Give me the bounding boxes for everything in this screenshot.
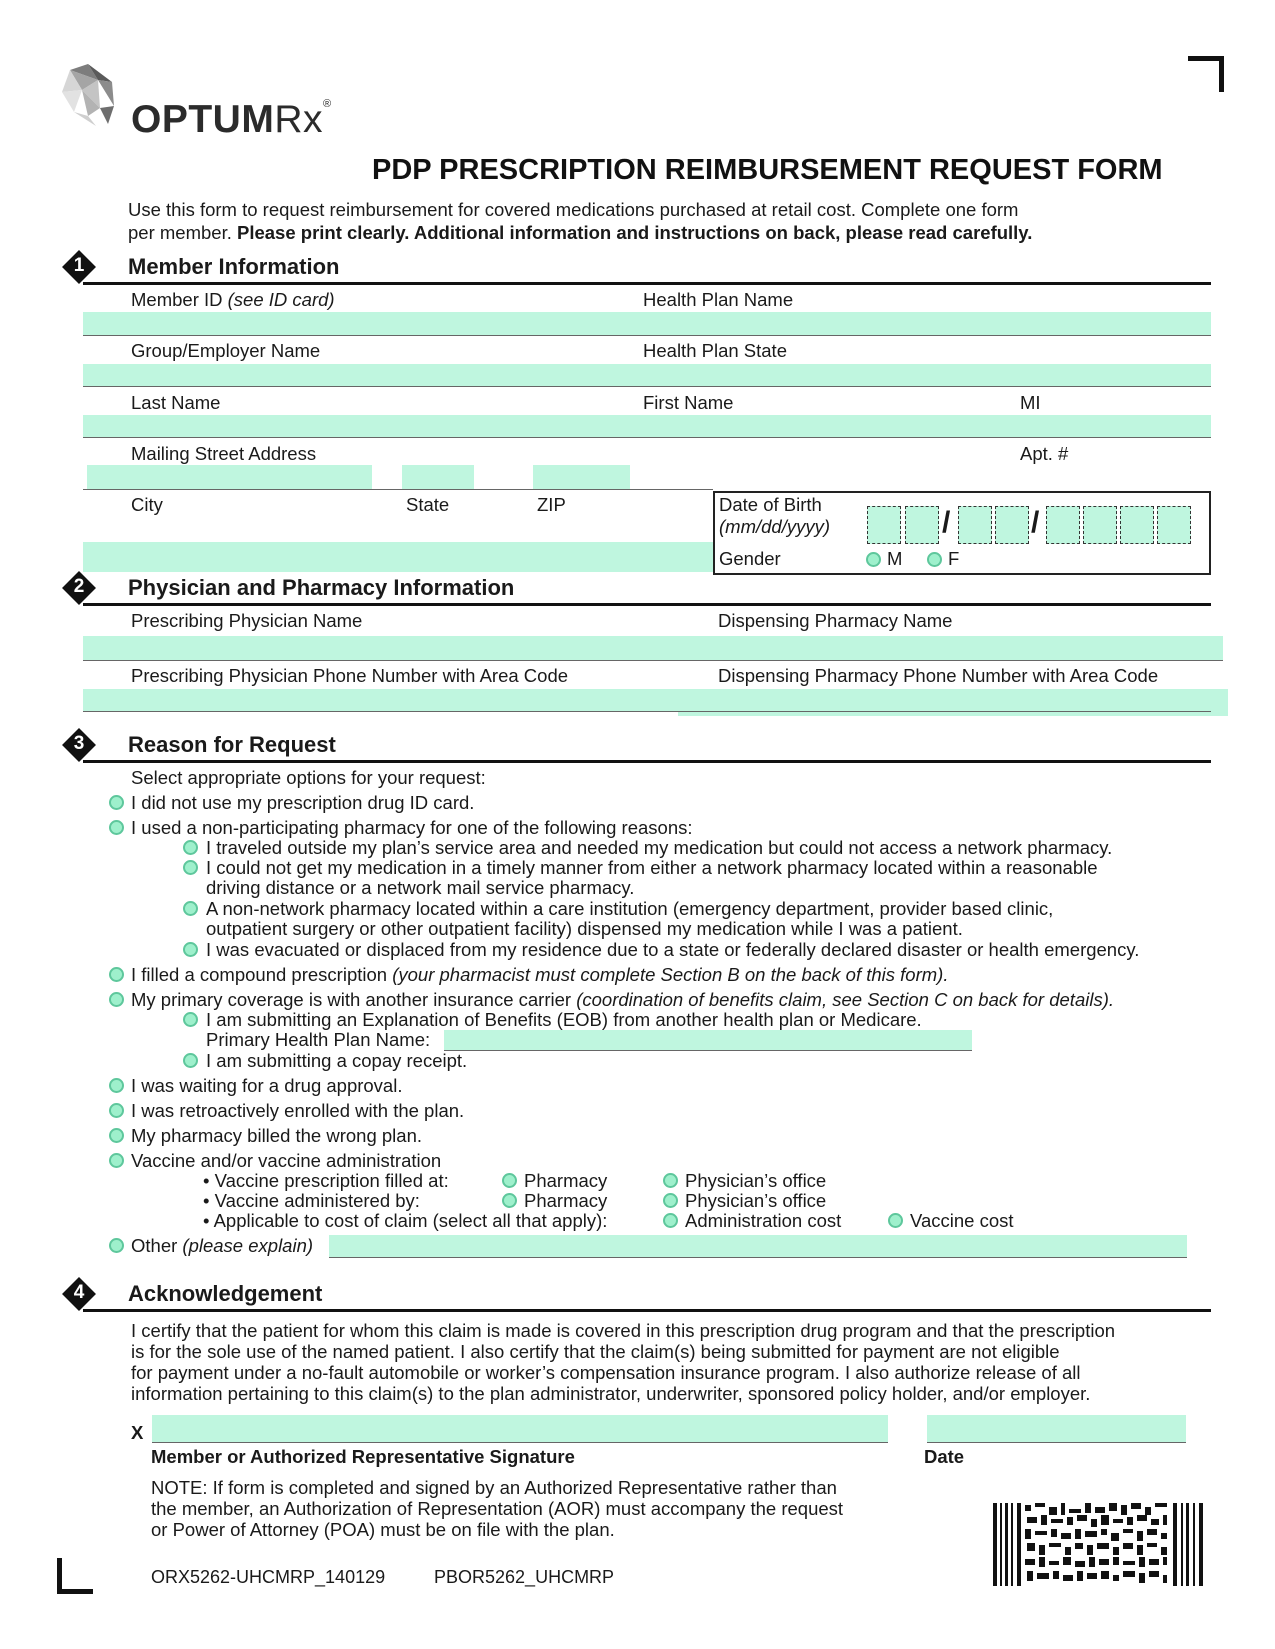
pharmacy-name-label: Dispensing Pharmacy Name xyxy=(718,610,953,631)
vac-admin-cost-radio[interactable] xyxy=(663,1213,678,1228)
signature-label: Member or Authorized Representative Signature xyxy=(151,1446,575,1467)
section-2-title: Physician and Pharmacy Information xyxy=(128,575,515,600)
date-field[interactable] xyxy=(927,1415,1186,1443)
optum-logo-icon xyxy=(60,62,124,130)
sub-traveled-radio[interactable] xyxy=(183,840,198,855)
dob-format-label: (mm/dd/yyyy) xyxy=(719,516,830,537)
section-3-rule xyxy=(83,760,1211,763)
apt-field[interactable] xyxy=(533,465,630,489)
member-id-field[interactable] xyxy=(83,312,1211,335)
dob-day-digit-2[interactable] xyxy=(995,506,1029,544)
opt-compound-text: I filled a compound prescription xyxy=(131,964,393,985)
sub-evacuated-label: I was evacuated or displaced from my residence due to a state or federally declared disaster or health emergency. xyxy=(206,939,1140,960)
section-4-badge xyxy=(61,1276,97,1312)
last-name-label: Last Name xyxy=(131,392,221,413)
section-4-rule xyxy=(83,1309,1211,1312)
state-label: State xyxy=(406,494,450,515)
section-3-title: Reason for Request xyxy=(128,732,336,757)
section-1-number: 1 xyxy=(73,255,85,276)
intro-text xyxy=(128,198,1158,244)
opt-non-participating-label: I used a non-participating pharmacy for one of the following reasons: xyxy=(131,817,693,838)
signature-field[interactable] xyxy=(152,1415,888,1443)
dob-year-digit-3[interactable] xyxy=(1120,506,1154,544)
ack-line-1: I certify that the patient for whom this claim is made is covered in this prescription drug program and that the prescription xyxy=(131,1320,1116,1341)
opt-other-text: Other xyxy=(131,1235,183,1256)
date-label: Date xyxy=(924,1446,965,1467)
opt-compound-note: (your pharmacist must complete Section B on the back of this form). xyxy=(392,964,949,985)
opt-non-participating-radio[interactable] xyxy=(109,820,124,835)
logo-brand: OPTUM xyxy=(131,98,275,141)
sub-eob-radio[interactable] xyxy=(183,1012,198,1027)
opt-retro-radio[interactable] xyxy=(109,1103,124,1118)
vac-filled-label: • Vaccine prescription filled at: xyxy=(203,1170,449,1191)
section-1-title: Member Information xyxy=(128,254,340,279)
opt-retro-label: I was retroactively enrolled with the plan. xyxy=(131,1100,465,1121)
group-employer-field[interactable] xyxy=(83,364,1211,386)
intro-line-2 xyxy=(128,221,1158,244)
opt-primary-text: My primary coverage is with another insurance carrier xyxy=(131,989,577,1010)
gender-m-radio[interactable] xyxy=(866,552,881,567)
vac-admin-physician-radio[interactable] xyxy=(663,1193,678,1208)
section-3-badge xyxy=(61,727,97,763)
ack-line-4: information pertaining to this claim(s) to the plan administrator, underwriter, sponsored policy holder, and/or employer. xyxy=(131,1383,1091,1404)
note-line-3: or Power of Attorney (POA) must be on file with the plan. xyxy=(151,1519,615,1540)
opt-wrong-plan-radio[interactable] xyxy=(109,1128,124,1143)
sub-timely-label-2: driving distance or a network mail service pharmacy. xyxy=(206,877,635,898)
footer-code-1: ORX5262-UHCMRP_140129 xyxy=(151,1567,386,1587)
ack-line-3: for payment under a no-fault automobile or worker’s compensation insurance program. I also authorize release of all xyxy=(131,1362,1081,1383)
section-2-rule xyxy=(83,603,1211,606)
sub-timely-radio[interactable] xyxy=(183,860,198,875)
name-field[interactable] xyxy=(83,415,1211,437)
note-line-1: NOTE: If form is completed and signed by an Authorized Representative rather than xyxy=(151,1477,837,1498)
first-name-label: First Name xyxy=(643,392,734,413)
optum-rx-logo xyxy=(131,98,332,142)
reason-instruction: Select appropriate options for your request: xyxy=(131,767,486,788)
gender-f-label: F xyxy=(948,548,960,569)
sub-copay-label: I am submitting a copay receipt. xyxy=(206,1050,468,1071)
section-4-number: 4 xyxy=(73,1282,85,1303)
member-id-label xyxy=(131,289,335,311)
registration-mark-bottom-left xyxy=(57,1558,93,1594)
sub-primary-plan-label: Primary Health Plan Name: xyxy=(206,1029,431,1050)
health-plan-name-label: Health Plan Name xyxy=(643,289,794,310)
note-line-2: the member, an Authorization of Representation (AOR) must accompany the request xyxy=(151,1498,844,1519)
physician-phone-label: Prescribing Physician Phone Number with Area Code xyxy=(131,665,569,686)
dob-label: Date of Birth xyxy=(719,494,822,515)
mi-label: MI xyxy=(1020,392,1041,413)
member-id-label-text: Member ID xyxy=(131,289,223,310)
address-field-2[interactable] xyxy=(402,465,474,489)
opt-no-card-radio[interactable] xyxy=(109,795,124,810)
vac-cost-label: • Applicable to cost of claim (select all that apply): xyxy=(203,1210,608,1231)
vac-filled-physician-radio[interactable] xyxy=(663,1173,678,1188)
gender-f-radio[interactable] xyxy=(927,552,942,567)
sub-institution-radio[interactable] xyxy=(183,901,198,916)
sub-evacuated-radio[interactable] xyxy=(183,942,198,957)
sub-copay-radio[interactable] xyxy=(183,1053,198,1068)
opt-primary-note: (coordination of benefits claim, see Section C on back for details). xyxy=(576,989,1115,1010)
mailing-address-label: Mailing Street Address xyxy=(131,443,317,464)
vac-admin-pharmacy-label: Pharmacy xyxy=(524,1190,608,1211)
primary-plan-name-field[interactable] xyxy=(444,1030,972,1051)
section-2-badge xyxy=(61,570,97,606)
ack-line-2: is for the sole use of the named patient. I also certify that the claim(s) being submitted for payment are not eligible xyxy=(131,1341,1060,1362)
dob-month-digit-1[interactable] xyxy=(867,506,901,544)
sub-institution-label-1: A non-network pharmacy located within a care institution (emergency department, provider based clinic, xyxy=(206,898,1054,919)
pharmacy-phone-label: Dispensing Pharmacy Phone Number with Area Code xyxy=(718,665,1159,686)
opt-primary-label xyxy=(131,990,1114,1010)
aor-note xyxy=(151,1477,911,1540)
vac-admin-cost-label: Administration cost xyxy=(685,1210,842,1231)
vac-filled-pharmacy-label: Pharmacy xyxy=(524,1170,608,1191)
logo-registered: ® xyxy=(323,98,332,110)
section-1-rule xyxy=(83,282,1211,285)
intro-line-2-plain: per member. xyxy=(128,222,237,243)
gender-label: Gender xyxy=(719,548,781,569)
sub-timely-label-1: I could not get my medication in a timely manner from either a network pharmacy located within a reasonable xyxy=(206,857,1098,878)
zip-label: ZIP xyxy=(537,494,566,515)
acknowledgement-text xyxy=(131,1320,1211,1404)
intro-line-1: Use this form to request reimbursement for covered medications purchased at retail cost. Complete one form xyxy=(128,199,1019,220)
vac-admin-physician-label: Physician’s office xyxy=(685,1190,827,1211)
physician-phone-field[interactable] xyxy=(83,689,683,711)
opt-primary-radio[interactable] xyxy=(109,992,124,1007)
intro-line-2-bold: Please print clearly. Additional information and instructions on back, please read carefully. xyxy=(237,222,1033,243)
dob-separator: / xyxy=(1031,506,1040,539)
sub-institution-label-2: outpatient surgery or other outpatient facility) dispensed my medication while I was a patient. xyxy=(206,918,963,939)
apt-label: Apt. # xyxy=(1020,443,1069,464)
vac-admin-pharmacy-radio[interactable] xyxy=(502,1193,517,1208)
row-divider xyxy=(83,335,1211,336)
city-state-zip-field[interactable] xyxy=(83,542,713,572)
physician-name-label: Prescribing Physician Name xyxy=(131,610,363,631)
dob-year-digit-1[interactable] xyxy=(1046,506,1080,544)
vac-administered-label: • Vaccine administered by: xyxy=(203,1190,420,1211)
vac-vaccine-cost-label: Vaccine cost xyxy=(910,1210,1014,1231)
signature-x-mark: X xyxy=(131,1422,144,1443)
group-employer-label: Group/Employer Name xyxy=(131,340,321,361)
section-4-title: Acknowledgement xyxy=(128,1281,323,1306)
opt-wrong-plan-label: My pharmacy billed the wrong plan. xyxy=(131,1125,423,1146)
dob-month-digit-2[interactable] xyxy=(905,506,939,544)
physician-pharmacy-name-field[interactable] xyxy=(83,636,1223,660)
row-divider xyxy=(83,660,1223,661)
dob-year-digit-4[interactable] xyxy=(1157,506,1191,544)
opt-other-radio[interactable] xyxy=(109,1238,124,1253)
dob-day-digit-1[interactable] xyxy=(958,506,992,544)
opt-other-label xyxy=(131,1236,313,1256)
gender-m-label: M xyxy=(887,548,903,569)
opt-vaccine-radio[interactable] xyxy=(109,1153,124,1168)
opt-other-note: (please explain) xyxy=(182,1235,314,1256)
vac-filled-physician-label: Physician’s office xyxy=(685,1170,827,1191)
health-plan-state-label: Health Plan State xyxy=(643,340,787,361)
footer-code-2: PBOR5262_UHCMRP xyxy=(434,1567,615,1587)
barcode-icon xyxy=(993,1503,1208,1586)
opt-no-card-label: I did not use my prescription drug ID card. xyxy=(131,792,475,813)
opt-waiting-label: I was waiting for a drug approval. xyxy=(131,1075,403,1096)
other-explain-field[interactable] xyxy=(329,1235,1187,1258)
opt-waiting-radio[interactable] xyxy=(109,1078,124,1093)
section-3-number: 3 xyxy=(73,733,85,754)
dob-year-digit-2[interactable] xyxy=(1083,506,1117,544)
sub-traveled-label: I traveled outside my plan’s service area and needed my medication but could not access a network pharmacy. xyxy=(206,837,1113,858)
opt-compound-radio[interactable] xyxy=(109,967,124,982)
dob-separator: / xyxy=(942,506,951,539)
address-field[interactable] xyxy=(87,465,372,489)
section-2-number: 2 xyxy=(73,576,85,597)
opt-vaccine-label: Vaccine and/or vaccine administration xyxy=(131,1150,442,1171)
city-label: City xyxy=(131,494,163,515)
vac-vaccine-cost-radio[interactable] xyxy=(888,1213,903,1228)
row-divider xyxy=(83,711,1211,712)
row-divider xyxy=(83,386,1211,387)
form-title: PDP PRESCRIPTION REIMBURSEMENT REQUEST FORM xyxy=(372,154,1163,186)
row-divider xyxy=(83,437,1211,438)
sub-eob-label: I am submitting an Explanation of Benefits (EOB) from another health plan or Medicare. xyxy=(206,1009,922,1030)
registration-mark-top-right xyxy=(1188,56,1224,92)
logo-rx: Rx xyxy=(274,98,323,141)
member-id-note: (see ID card) xyxy=(227,289,335,310)
opt-compound-label xyxy=(131,965,948,985)
row-divider xyxy=(83,489,713,490)
vac-filled-pharmacy-radio[interactable] xyxy=(502,1173,517,1188)
section-1-badge xyxy=(61,249,97,285)
